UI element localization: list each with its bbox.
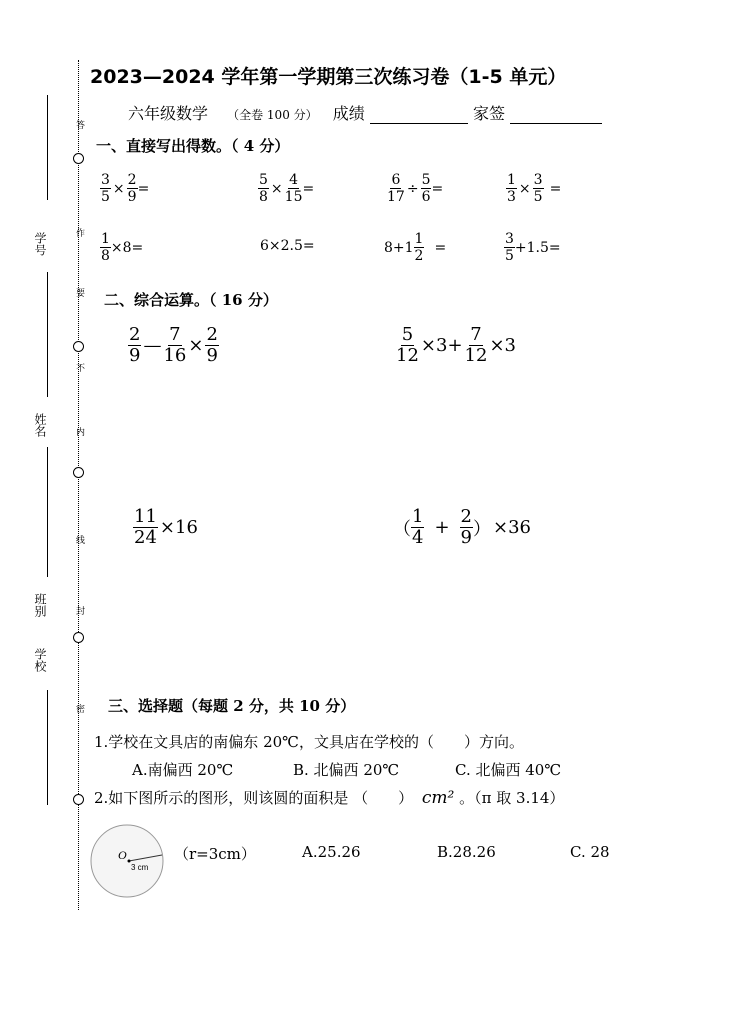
equals: = — [137, 180, 150, 197]
s2-e2 — [396, 326, 518, 365]
seal-circle — [73, 153, 84, 164]
operator: ÷ — [406, 180, 419, 197]
fraction-numerator: 5 — [401, 324, 414, 345]
seal-circle — [73, 341, 84, 352]
expression-text: 6×2.5= — [260, 238, 315, 254]
circle-shape — [91, 825, 163, 897]
fraction-denominator: 17 — [387, 189, 405, 205]
q2-option-a[interactable]: A.25.26 — [302, 843, 361, 861]
fraction-denominator: 6 — [421, 189, 431, 205]
fraction-numerator: 5 — [421, 172, 431, 188]
expression-rest: ×16 — [159, 517, 198, 538]
center-label: O — [118, 848, 127, 862]
fraction-denominator: 2 — [414, 248, 424, 264]
binding-line — [47, 272, 48, 397]
fraction-denominator: 12 — [396, 345, 419, 366]
full-score-label: （全卷 100 分） — [227, 108, 318, 122]
s1-q8 — [504, 232, 561, 263]
seal-char: 密 — [76, 705, 86, 715]
seal-char: 要 — [76, 289, 86, 299]
fraction-denominator: 3 — [507, 189, 516, 205]
section1-heading: 一、直接写出得数。（ 4 分） — [96, 137, 290, 155]
fraction-denominator: 9 — [129, 345, 141, 366]
s1-q5 — [100, 232, 143, 263]
s2-e4 — [393, 508, 533, 547]
operator: × — [188, 335, 204, 356]
fraction-numerator: 1 — [414, 231, 424, 247]
q1-option-b[interactable]: B. 北偏西 20℃ — [293, 761, 400, 779]
paren-open: （ — [393, 518, 411, 540]
subtitle-row — [128, 101, 602, 124]
fraction-denominator: 8 — [259, 189, 268, 205]
s2-e3 — [133, 508, 200, 547]
fraction-denominator: 5 — [101, 189, 110, 205]
seal-char: 线 — [76, 536, 86, 546]
score-blank[interactable] — [370, 108, 468, 124]
fraction-numerator: 3 — [533, 172, 543, 188]
fraction-numerator: 2 — [129, 324, 141, 345]
operator: — — [143, 335, 162, 356]
school-label: 学校 — [33, 648, 47, 672]
fraction-numerator: 3 — [101, 172, 110, 188]
seal-char: 内 — [76, 428, 86, 438]
s1-q2 — [258, 173, 314, 204]
seal-char: 作 — [76, 229, 86, 239]
fraction-denominator: 9 — [460, 527, 472, 548]
s2-e1 — [128, 326, 219, 365]
operator: ×3+ — [420, 335, 463, 356]
fraction-denominator: 15 — [284, 189, 303, 205]
binding-line — [47, 95, 48, 200]
q2-option-b[interactable]: B.28.26 — [437, 843, 496, 861]
operator: + — [434, 517, 450, 538]
s1-q3 — [387, 173, 443, 204]
expression-rest: ×36 — [493, 517, 531, 538]
q1-option-a[interactable]: A.南偏西 20℃ — [132, 761, 234, 779]
circle-figure — [89, 823, 169, 903]
fraction-denominator: 5 — [505, 248, 514, 264]
s1-q4 — [506, 173, 561, 204]
fraction-denominator: 9 — [127, 189, 137, 205]
sign-blank[interactable] — [510, 108, 602, 124]
fraction-numerator: 1 — [412, 506, 424, 527]
q2-unit: cm² — [421, 788, 455, 808]
fraction-numerator: 7 — [169, 324, 181, 345]
binding-line — [47, 690, 48, 805]
fraction-numerator: 2 — [460, 506, 472, 527]
fraction-numerator: 7 — [470, 324, 482, 345]
fraction-numerator: 1 — [507, 172, 516, 188]
student-no-label: 学号 — [33, 232, 47, 256]
fraction-denominator: 16 — [163, 345, 187, 366]
q2-text: 2.如下图所示的图形，则该圆的面积是 （ ） — [94, 789, 414, 807]
binding-line — [47, 447, 48, 577]
equals: = — [434, 239, 447, 256]
seal-char: 不 — [76, 364, 86, 374]
fraction-numerator: 4 — [289, 172, 299, 188]
operator: × — [112, 180, 125, 197]
score-label: 成绩 — [332, 104, 365, 123]
paren-close: ） — [473, 518, 491, 540]
fraction-numerator: 2 — [206, 324, 218, 345]
section2-heading: 二、综合运算。（ 16 分） — [104, 291, 278, 309]
q2-line — [94, 787, 564, 808]
equals: = — [549, 180, 562, 197]
operator: ×3 — [489, 335, 516, 356]
s1-q6 — [260, 238, 315, 254]
operator: × — [270, 180, 283, 197]
fraction-denominator: 24 — [134, 527, 157, 548]
seal-circle — [73, 794, 84, 805]
q2-note: 。（π 取 3.14） — [459, 789, 565, 807]
subject-label: 六年级数学 — [128, 104, 209, 123]
fraction-denominator: 4 — [412, 527, 424, 548]
s1-q7 — [384, 232, 446, 263]
seal-dotted-line — [78, 60, 79, 910]
fraction-numerator: 5 — [259, 172, 268, 188]
expression-rest: ×8= — [110, 239, 144, 256]
class-label: 班别 — [33, 593, 47, 617]
fraction-numerator: 6 — [391, 172, 401, 188]
s1-q1 — [100, 173, 149, 204]
equals: = — [431, 180, 444, 197]
equals: = — [302, 180, 315, 197]
fraction-numerator: 3 — [505, 231, 514, 247]
seal-char: 答 — [76, 121, 86, 131]
operator: × — [518, 180, 531, 197]
seal-char: 封 — [76, 607, 86, 617]
seal-circle — [73, 467, 84, 478]
fraction-numerator: 1 — [101, 231, 110, 247]
fraction-numerator: 11 — [134, 506, 157, 527]
sign-label: 家签 — [472, 104, 505, 123]
fraction-denominator: 12 — [464, 345, 488, 366]
seal-circle — [73, 632, 84, 643]
q2-option-c[interactable]: C. 28 — [570, 843, 610, 861]
fraction-numerator: 2 — [127, 172, 137, 188]
name-label: 姓名 — [33, 413, 47, 437]
fraction-denominator: 5 — [533, 189, 543, 205]
radius-label: 3 cm — [131, 863, 149, 872]
page-title: 2023—2024 学年第一学期第三次练习卷（1-5 单元） — [90, 66, 567, 88]
fraction-denominator: 8 — [101, 248, 110, 264]
fraction-denominator: 9 — [206, 345, 218, 366]
expression-rest: +1.5= — [514, 239, 561, 256]
q1-option-c[interactable]: C. 北偏西 40℃ — [455, 761, 562, 779]
q2-given: （r=3cm） — [174, 845, 256, 863]
q1-text: 1.学校在文具店的南偏东 20℃，文具店在学校的（ ）方向。 — [94, 733, 524, 751]
section3-heading: 三、选择题（每题 2 分，共 10 分） — [108, 697, 356, 715]
expression-text: 8+1 — [384, 239, 414, 256]
